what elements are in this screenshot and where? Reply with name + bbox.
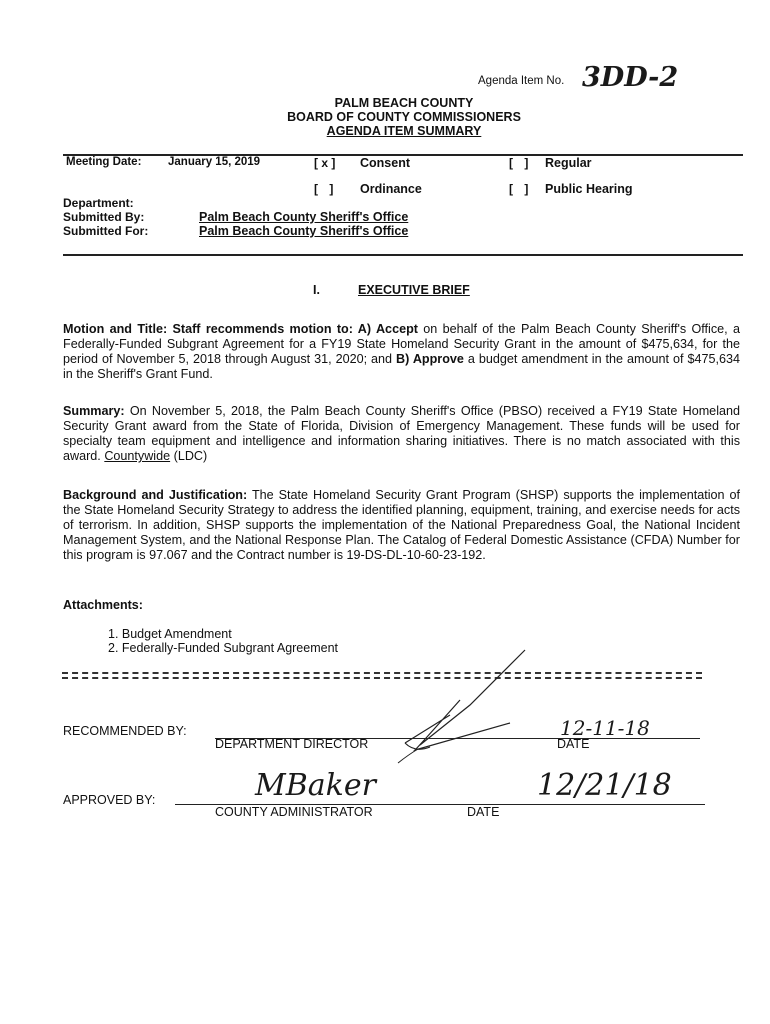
motion-label: Motion and Title: Staff recommends motion to: A) Accept — [63, 322, 418, 336]
attachment-item: 1. Budget Amendment — [108, 627, 232, 641]
approved-date-handwritten: 12/21/18 — [537, 768, 672, 803]
summary-text: On November 5, 2018, the Palm Beach County Sheriff's Office (PBSO) received a FY19 State Homeland Security Grant award from the State of Florida, Division of Emergency Management. These funds will be used for specialty team equipment and intelligence and information sharing initiatives. There is no match associated with this award. — [63, 404, 740, 463]
summary-ldc: (LDC) — [170, 449, 208, 463]
public-hearing-checkbox[interactable]: [ ] — [509, 182, 533, 196]
motion-text-b: a budget amendment in the amount of $475,634 in the Sheriff's Grant Fund. — [63, 352, 740, 381]
background-label: Background and Justification: — [63, 488, 248, 502]
motion-label-b: B) Approve — [396, 352, 464, 366]
submitted-for-label: Submitted For: — [63, 224, 149, 238]
recommended-date-label: DATE — [557, 737, 590, 751]
recommended-by-label: RECOMMENDED BY: — [63, 724, 187, 738]
public-hearing-label: Public Hearing — [545, 182, 633, 196]
section-numeral: I. — [313, 283, 320, 297]
summary-paragraph — [63, 404, 740, 464]
background-text: The State Homeland Security Grant Program (SHSP) supports the implementation of the State Homeland Security Strategy to address the identified planning, equipment, training, and exercise needs for acts of terrorism. In addition, SHSP supports the implementation of the National Preparedness Goal, the National Incident Management System, and the National Response Plan. The Catalog of Federal Domestic Assistance (CFDA) Number for this program is 97.067 and the Contract number is 19-DS-DL-10-60-23-192. — [63, 488, 740, 562]
regular-label: Regular — [545, 156, 592, 170]
attachments-label: Attachments: — [63, 598, 143, 612]
administrator-signature: MBaker — [255, 768, 376, 803]
ordinance-label: Ordinance — [360, 182, 422, 196]
consent-checkbox[interactable]: [ x ] — [314, 156, 336, 170]
submitted-for-value: Palm Beach County Sheriff's Office — [199, 224, 409, 238]
director-signature — [360, 645, 540, 770]
countywide-link: Countywide — [104, 449, 171, 463]
motion-text-a: on behalf of the Palm Beach County Sheriff's Office, a Federally-Funded Subgrant Agreement for a FY19 State Homeland Security Grant in the amount of $475,634, for the period of November 5, 2018 through August 31, 2020; and — [63, 322, 740, 366]
agenda-item-number: 3DD-2 — [582, 62, 679, 93]
ordinance-checkbox[interactable]: [ ] — [314, 182, 338, 196]
meeting-date-value: January 15, 2019 — [168, 156, 261, 168]
county-administrator-label: COUNTY ADMINISTRATOR — [215, 805, 373, 819]
department-rule — [63, 254, 743, 256]
header-board: BOARD OF COUNTY COMMISSIONERS — [287, 110, 521, 124]
agenda-item-label: Agenda Item No. — [478, 75, 565, 87]
background-paragraph — [63, 488, 740, 563]
submitted-by-value: Palm Beach County Sheriff's Office — [199, 210, 409, 224]
approved-date-label: DATE — [467, 805, 500, 819]
consent-label: Consent — [360, 156, 410, 170]
department-label: Department: — [63, 196, 134, 210]
header-summary-title: AGENDA ITEM SUMMARY — [326, 124, 482, 138]
section-title: EXECUTIVE BRIEF — [358, 283, 470, 297]
approved-by-label: APPROVED BY: — [63, 793, 156, 807]
department-director-label: DEPARTMENT DIRECTOR — [215, 737, 369, 751]
submitted-by-label: Submitted By: — [63, 210, 145, 224]
header-county: PALM BEACH COUNTY — [334, 96, 474, 110]
attachment-item: 2. Federally-Funded Subgrant Agreement — [108, 641, 338, 655]
meeting-date-label: Meeting Date: — [66, 156, 142, 168]
regular-checkbox[interactable]: [ ] — [509, 156, 533, 170]
summary-label: Summary: — [63, 404, 125, 418]
motion-paragraph — [63, 322, 740, 382]
recommended-date-handwritten: 12-11-18 — [560, 716, 650, 740]
